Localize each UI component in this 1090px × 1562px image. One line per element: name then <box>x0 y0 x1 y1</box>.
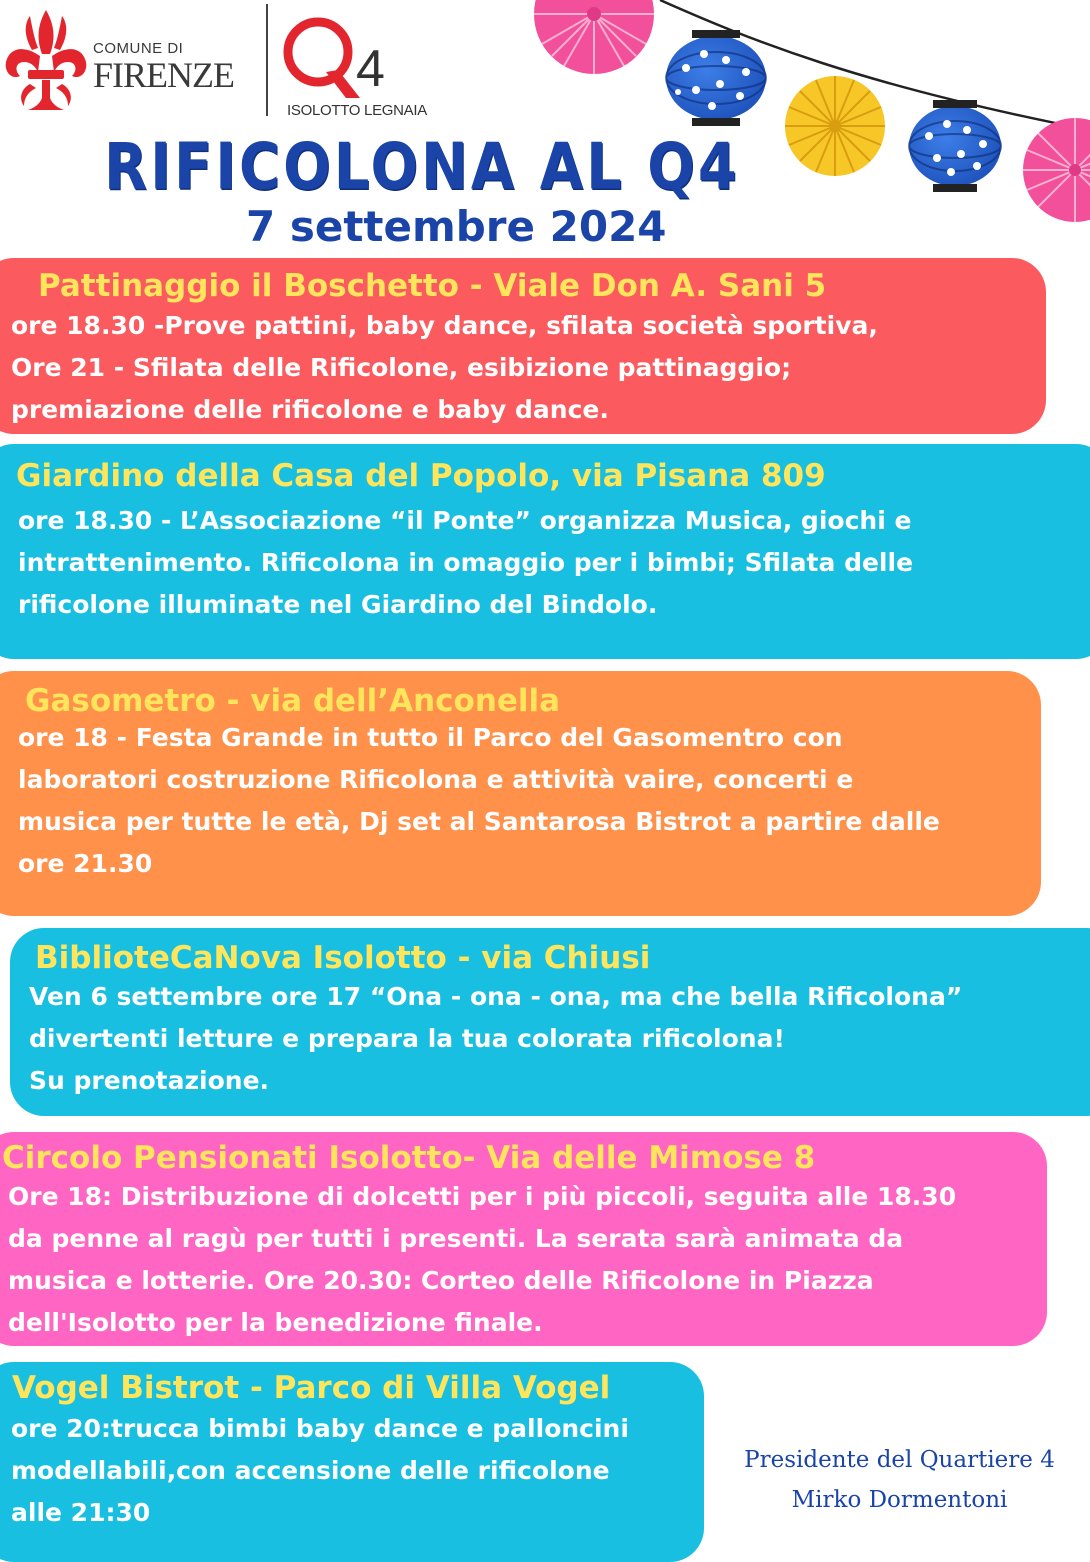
event-line: Su prenotazione. <box>29 1066 270 1095</box>
event-line: rificolone illuminate nel Giardino del Bindolo. <box>18 590 658 619</box>
logo-divider <box>266 4 268 116</box>
yellow-fan-icon <box>785 76 885 176</box>
event-line: intrattenimento. Rificolona in omaggio per i bimbi; Sfilata delle <box>18 548 914 577</box>
event-line: ore 21.30 <box>18 849 153 878</box>
florence-lily-icon <box>2 6 90 118</box>
event-line: premiazione delle rificolone e baby dance. <box>11 395 609 424</box>
event-line: modellabili,con accensione delle rificolone <box>11 1456 610 1485</box>
event-line: da penne al ragù per tutti i presenti. La serata sarà animata da <box>8 1224 904 1253</box>
comune-label: COMUNE DI <box>93 40 184 57</box>
signature-block <box>712 1440 1087 1520</box>
event-line: alle 21:30 <box>11 1498 151 1527</box>
event-description <box>18 506 913 632</box>
event-title: Giardino della Casa del Popolo, via Pisana 809 <box>16 458 826 494</box>
pink-fan-icon <box>534 0 654 74</box>
event-card-circolo-pensionati <box>0 1132 1047 1346</box>
event-description <box>29 982 962 1108</box>
event-line: dell'Isolotto per la benedizione finale. <box>8 1308 543 1337</box>
event-line: musica per tutte le età, Dj set al Santarosa Bistrot a partire dalle <box>18 807 940 836</box>
signature-name: Mirko Dormentoni <box>791 1487 1008 1513</box>
event-title: Gasometro - via dell’Anconella <box>25 683 561 719</box>
event-line: Ven 6 settembre ore 17 “Ona - ona - ona, ma che bella Rificolona” <box>29 982 963 1011</box>
event-card-gasometro <box>0 671 1041 916</box>
firenze-label: FIRENZE <box>93 55 234 95</box>
event-description <box>11 311 878 437</box>
event-description <box>11 1414 629 1540</box>
event-description <box>18 723 940 891</box>
event-card-casa-del-popolo <box>0 444 1090 659</box>
q4-logo <box>280 14 395 104</box>
pink-fan-icon <box>1023 118 1090 222</box>
blue-lantern-icon <box>909 100 1001 192</box>
event-date: 7 settembre 2024 <box>246 202 667 251</box>
page-title: RIFICOLONA AL Q4 <box>104 130 740 205</box>
q4-number: 4 <box>356 40 385 98</box>
event-title: Pattinaggio il Boschetto - Viale Don A. Sani 5 <box>38 268 827 304</box>
event-card-pattinaggio <box>0 258 1046 434</box>
event-line: Ore 21 - Sfilata delle Rificolone, esibizione pattinaggio; <box>11 353 792 382</box>
event-description <box>8 1182 956 1350</box>
event-card-vogel-bistrot <box>0 1362 704 1562</box>
event-line: ore 18.30 -Prove pattini, baby dance, sfilata società sportiva, <box>11 311 878 340</box>
event-title: Circolo Pensionati Isolotto- Via delle Mimose 8 <box>2 1140 816 1176</box>
event-title: Vogel Bistrot - Parco di Villa Vogel <box>12 1370 611 1406</box>
event-line: laboratori costruzione Rificolona e attività vaire, concerti e <box>18 765 854 794</box>
event-card-biblioteca <box>10 928 1090 1116</box>
event-title: BiblioteCaNova Isolotto - via Chiusi <box>35 940 651 976</box>
event-line: ore 18 - Festa Grande in tutto il Parco del Gasomentro con <box>18 723 843 752</box>
event-line: musica e lotterie. Ore 20.30: Corteo delle Rificolone in Piazza <box>8 1266 874 1295</box>
event-line: divertenti letture e prepara la tua colorata rificolona! <box>29 1024 785 1053</box>
event-line: ore 20:trucca bimbi baby dance e palloncini <box>11 1414 629 1443</box>
blue-lantern-icon <box>666 30 766 126</box>
signature-role: Presidente del Quartiere 4 <box>744 1447 1055 1473</box>
event-line: Ore 18: Distribuzione di dolcetti per i più piccoli, seguita alle 18.30 <box>8 1182 957 1211</box>
q4-subtitle: ISOLOTTO LEGNAIA <box>287 102 427 119</box>
event-line: ore 18.30 - L’Associazione “il Ponte” organizza Musica, giochi e <box>18 506 912 535</box>
